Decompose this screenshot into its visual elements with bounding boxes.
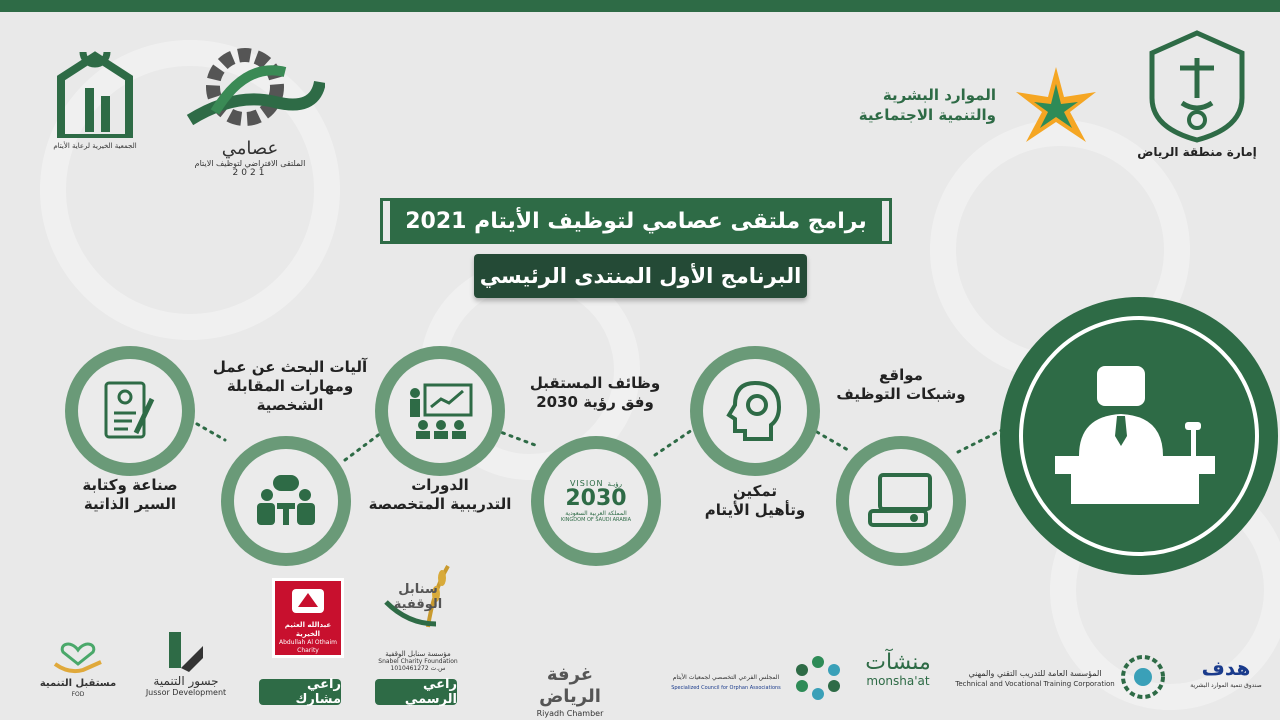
step-label-line: وفق رؤية 2030 bbox=[536, 393, 654, 411]
step-label-line: صناعة وكتابة bbox=[82, 476, 178, 494]
sanabel-reg: 1010461272 س.ت bbox=[390, 665, 446, 672]
jussor-ar: جسور التنمية bbox=[153, 674, 219, 688]
step-circle-cv-writing bbox=[65, 346, 195, 476]
tvtc-ar: المؤسسة العامة للتدريب التقني والمهني bbox=[968, 669, 1102, 678]
step-label-line: آليات البحث عن عمل bbox=[212, 358, 368, 376]
step-label-line: وظائف المستقبل bbox=[529, 374, 661, 392]
step-label-vision bbox=[515, 374, 675, 412]
monitor-projector-icon bbox=[866, 471, 936, 531]
sanabel-logo bbox=[372, 562, 464, 672]
step-circle-empowerment bbox=[690, 346, 820, 476]
hadaf-logo bbox=[1176, 656, 1276, 691]
training-presentation-icon bbox=[405, 381, 475, 441]
step-label-line: وتأهيل الأيتام bbox=[704, 501, 806, 519]
monshaat-ar: منشآت bbox=[865, 650, 931, 675]
insan-caption: الجمعية الخيرية لرعاية الأيتام bbox=[53, 142, 137, 150]
vision-kingdom-en: KINGDOM OF SAUDI ARABIA bbox=[560, 517, 632, 523]
speaker-circle bbox=[1000, 297, 1278, 575]
hr-line1: الموارد البشرية bbox=[882, 86, 996, 104]
step-label-empowerment bbox=[680, 482, 830, 520]
step-label-line: ومهارات المقابلة bbox=[226, 377, 354, 395]
tvtc-logo bbox=[950, 668, 1120, 690]
monshaat-en: monsha'at bbox=[866, 674, 930, 688]
page-title: برامج ملتقى عصامي لتوظيف الأيتام 2021 bbox=[390, 198, 882, 244]
step-label-line: التدريبية المتخصصة bbox=[368, 495, 512, 513]
riyadh-chamber-en: Riyadh Chamber bbox=[536, 709, 604, 718]
vision-year: 2030 bbox=[565, 486, 627, 511]
step-label-job-sites bbox=[826, 366, 976, 404]
council-flower-icon bbox=[790, 652, 846, 702]
monshaat-logo bbox=[852, 650, 944, 687]
interview-meeting-icon bbox=[253, 473, 319, 529]
step-label-interview bbox=[205, 358, 375, 415]
orphan-council-logo bbox=[664, 672, 788, 694]
step-circle-job-sites bbox=[836, 436, 966, 566]
vision-kingdom-ar: المملكة العربية السعودية bbox=[565, 510, 627, 517]
jussor-mark-icon bbox=[161, 628, 211, 672]
hadaf-ar: صندوق تنمية الموارد البشرية bbox=[1190, 682, 1262, 689]
step-circle-training bbox=[375, 346, 505, 476]
step-label-training bbox=[360, 476, 520, 514]
step-label-line: مواقع bbox=[879, 366, 923, 384]
tvtc-emblem-icon bbox=[1118, 652, 1168, 702]
future-dev-logo bbox=[38, 630, 118, 700]
sanabel-caption-en: Snabel Charity Foundation bbox=[378, 658, 458, 665]
esami-year: 2021 bbox=[232, 168, 268, 178]
future-dev-en: FOD bbox=[71, 691, 85, 698]
speaker-podium-icon bbox=[1049, 356, 1229, 516]
sanabel-caption-ar: مؤسسة سنابل الوقفية bbox=[385, 650, 451, 658]
council-en: Specialized Council for Orphan Associations bbox=[671, 685, 781, 691]
step-circle-interview bbox=[221, 436, 351, 566]
hr-line2: والتنمية الاجتماعية bbox=[858, 106, 996, 124]
page-subtitle: البرنامج الأول المنتدى الرئيسي bbox=[474, 254, 807, 298]
official-sponsor-badge: راعي الرسمي bbox=[375, 679, 457, 705]
esami-name: عصامي bbox=[221, 138, 279, 159]
step-label-cv bbox=[50, 476, 210, 514]
esami-caption: الملتقى الافتراضي لتوظيف الايتام bbox=[194, 159, 306, 168]
sanabel-name: سنابل الوقفية bbox=[393, 582, 443, 612]
step-label-line: وشبكات التوظيف bbox=[836, 385, 966, 403]
riyadh-chamber-ar: غرفة الرياض bbox=[539, 664, 601, 707]
step-circle-vision-2030 bbox=[531, 436, 661, 566]
head-brain-icon bbox=[725, 379, 785, 443]
cv-document-icon bbox=[102, 379, 158, 443]
jussor-logo bbox=[140, 628, 232, 698]
vision-word: VISION bbox=[569, 479, 604, 488]
othaim-ar: عبدالله العثيم الخيرية bbox=[284, 621, 332, 638]
othaim-logo bbox=[272, 578, 344, 658]
othaim-emblem-icon bbox=[288, 585, 328, 617]
jussor-en: Jussor Development bbox=[145, 688, 227, 697]
emirate-caption: إمارة منطقة الرياض bbox=[1137, 145, 1257, 159]
hadaf-mark: هدف bbox=[1201, 656, 1251, 680]
council-ar: المجلس الفرعي التخصصي لجمعيات الأيتام bbox=[672, 674, 780, 681]
vision-ar: رؤيـة bbox=[607, 480, 623, 488]
step-label-line: تمكين bbox=[732, 482, 778, 500]
step-label-line: الدورات bbox=[411, 476, 469, 494]
othaim-en: Abdullah Al Othaim Charity bbox=[279, 639, 337, 654]
step-label-line: السير الذاتية bbox=[83, 495, 177, 513]
future-dev-ar: مستقبل التنمية bbox=[39, 678, 117, 689]
step-label-line: الشخصية bbox=[256, 396, 324, 414]
heart-hand-icon bbox=[53, 630, 103, 674]
participant-sponsor-badge: راعي مشارك bbox=[259, 679, 341, 705]
tvtc-en: Technical and Vocational Training Corporation bbox=[955, 680, 1115, 688]
riyadh-chamber-logo bbox=[518, 664, 622, 719]
